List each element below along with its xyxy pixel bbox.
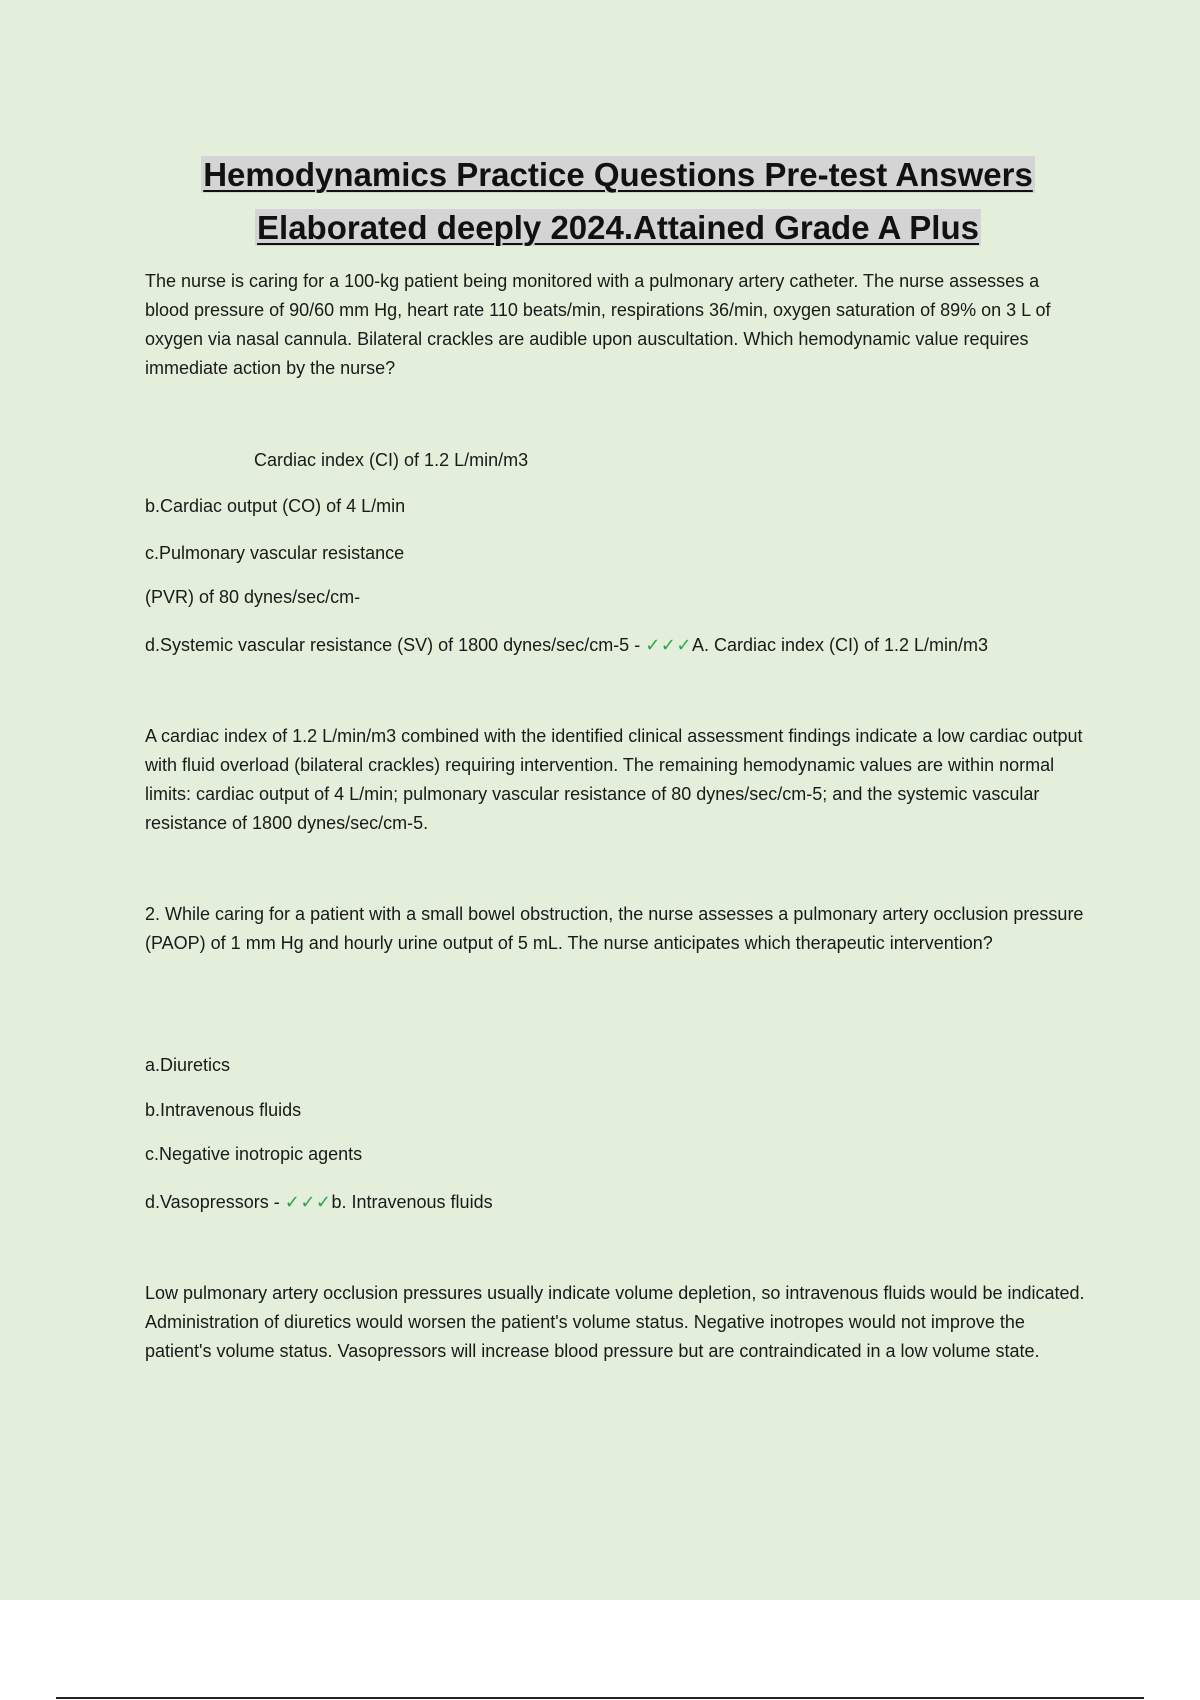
question-1-option-d-row xyxy=(145,633,988,657)
question-2-option-c: c.Negative inotropic agents xyxy=(145,1144,363,1164)
question-1-option-a: Cardiac index (CI) of 1.2 L/min/m3 xyxy=(254,450,529,470)
question-1-option-c-line-1: c.Pulmonary vascular resistance xyxy=(145,543,405,563)
question-2-stem: 2. While caring for a patient with a small bowel obstruction, the nurse assesses a pulmonary artery occlusion pressure (PAOP) of 1 mm Hg and hourly urine output of 5 mL. The nurse anticipates which therapeutic intervention? xyxy=(145,904,1084,953)
question-2-option-d: d.Vasopressors - xyxy=(145,1192,285,1212)
checkmark-icon: ✓✓✓ xyxy=(645,635,692,655)
title-line-2: Elaborated deeply 2024.Attained Grade A Plus xyxy=(257,209,979,246)
question-2-option-d-row xyxy=(145,1190,493,1214)
question-2-answer: b. Intravenous fluids xyxy=(331,1192,493,1212)
question-2-rationale: Low pulmonary artery occlusion pressures usually indicate volume depletion, so intravenous fluids would be indicated. Administration of diuretics would worsen the patient's volume status. Negative inotropes would not improve the patient's volume status. Vasopressors will increase blood pressure but are contraindicated in a low volume state. xyxy=(145,1283,1085,1361)
question-1-option-d: d.Systemic vascular resistance (SV) of 1800 dynes/sec/cm-5 - xyxy=(145,635,646,655)
question-2-option-a: a.Diuretics xyxy=(145,1055,231,1075)
title-line-1: Hemodynamics Practice Questions Pre-test Answers xyxy=(203,156,1033,193)
checkmark-icon: ✓✓✓ xyxy=(284,1192,332,1212)
question-1-stem: The nurse is caring for a 100-kg patient being monitored with a pulmonary artery catheter. The nurse assesses a blood pressure of 90/60 mm Hg, heart rate 110 beats/min, respirations 36/min, oxygen saturation of 89% on 3 L of oxygen via nasal cannula. Bilateral crackles are audible upon auscultation. Which hemodynamic value requires immediate action by the nurse? xyxy=(145,271,1051,378)
question-1-answer: A. Cardiac index (CI) of 1.2 L/min/m3 xyxy=(691,635,989,655)
question-1-option-c-line-2: (PVR) of 80 dynes/sec/cm- xyxy=(145,587,361,607)
question-1-option-b: b.Cardiac output (CO) of 4 L/min xyxy=(145,496,406,516)
question-1-rationale: A cardiac index of 1.2 L/min/m3 combined with the identified clinical assessment findings indicate a low cardiac output with fluid overload (bilateral crackles) requiring intervention. The remaining hemodynamic values are within normal limits: cardiac output of 4 L/min; pulmonary vascular resistance of 80 dynes/sec/cm-5; and the systemic vascular resistance of 1800 dynes/sec/cm-5. xyxy=(145,726,1083,833)
document-title xyxy=(0,148,1200,254)
footer-divider xyxy=(56,1697,1144,1699)
question-2-option-b: b.Intravenous fluids xyxy=(145,1100,302,1120)
